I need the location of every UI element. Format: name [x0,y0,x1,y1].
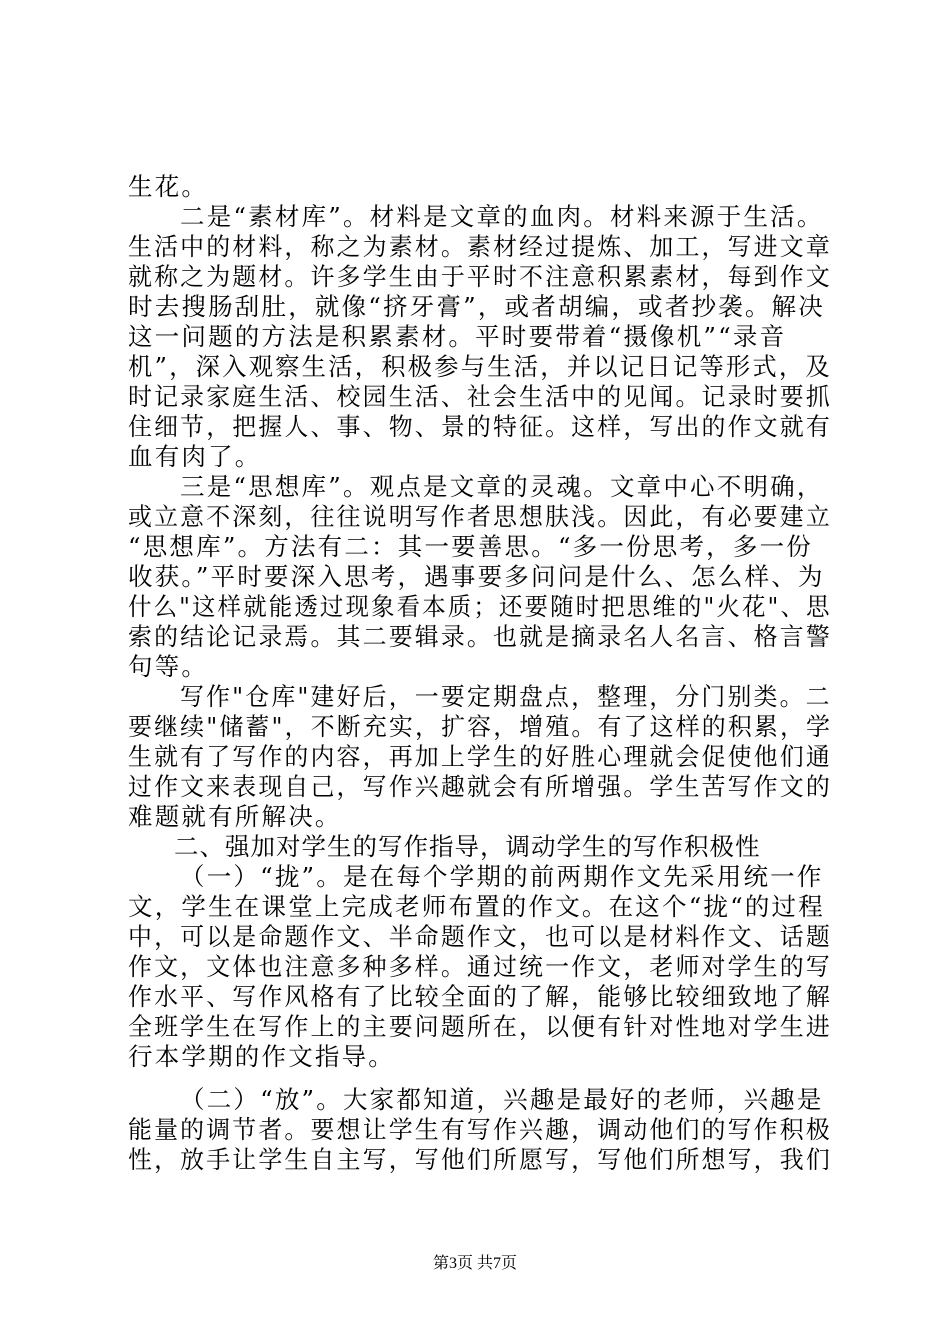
text-line: 这一问题的方法是积累素材。平时要带着“摄像机”“录音 [128,322,787,351]
paragraph-start-line: 三是“思想库”。观点是文章的灵魂。文章中心不明确， [180,472,824,501]
text-line: 时记录家庭生活、校园生活、社会生活中的见闻。记录时要抓 [128,382,832,411]
section-heading: 二、强加对学生的写作指导，调动学生的写作积极性 [174,832,761,861]
paragraph-start-line: （二）“放”。大家都知道，兴趣是最好的老师，兴趣是 [180,1085,824,1114]
text-line: 或立意不深刻，往往说明写作者思想肤浅。因此，有必要建立 [128,502,832,531]
text-line: 中，可以是命题作文、半命题作文，也可以是材料作文、话题 [128,922,832,951]
text-line: 生活中的材料，称之为素材。素材经过提炼、加工，写进文章 [128,232,832,261]
text-line: 生花。 [128,172,209,201]
text-line: 生就有了写作的内容，再加上学生的好胜心理就会促使他们通 [128,742,832,771]
text-line: 索的结论记录焉。其二要辑录。也就是摘录名人名言、格言警 [128,622,832,651]
text-line: 全班学生在写作上的主要问题所在，以便有针对性地对学生进 [128,1012,832,1041]
text-line: 句等。 [128,652,209,681]
text-line: 性，放手让学生自主写，写他们所愿写，写他们所想写，我们 [128,1145,832,1174]
text-line: “思想库”。方法有二：其一要善思。“多一份思考，多一份 [128,532,813,561]
text-line: 就称之为题材。许多学生由于平时不注意积累素材，每到作文 [128,262,832,291]
text-line: 要继续"储蓄"，不断充实，扩容，增殖。有了这样的积累，学 [128,712,833,741]
text-line: 血有肉了。 [128,442,262,471]
text-line: 过作文来表现自己，写作兴趣就会有所增强。学生苦写作文的 [128,772,832,801]
text-line: 能量的调节者。要想让学生有写作兴趣，调动他们的写作积极 [128,1115,832,1144]
text-line: 难题就有所解决。 [128,802,342,831]
text-line: 文，学生在课堂上完成老师布置的作文。在这个“拢“的过程 [128,892,825,921]
text-line: 收获。”平时要深入思考，遇事要多问问是什么、怎么样、为 [128,562,825,591]
text-line: 作文，文体也注意多种多样。通过统一作文，老师对学生的写 [128,952,832,981]
text-line: 住细节，把握人、事、物、景的特征。这样，写出的作文就有 [128,412,832,441]
text-line: 作水平、写作风格有了比较全面的了解，能够比较细致地了解 [128,982,832,1011]
text-line: 行本学期的作文指导。 [128,1042,395,1071]
paragraph-start-line: （一）“拢”。是在每个学期的前两期作文先采用统一作 [180,862,824,891]
paragraph-start-line: 二是“素材库”。材料是文章的血肉。材料来源于生活。 [180,202,824,231]
text-line: 时去搜肠刮肚，就像“挤牙膏”，或者胡编，或者抄袭。解决 [128,292,825,321]
paragraph-start-line: 写作"仓库"建好后，一要定期盘点，整理，分门别类。二 [180,682,832,711]
text-line: 机”，深入观察生活，积极参与生活，并以记日记等形式，及 [128,352,832,381]
text-line: 什么"这样就能透过现象看本质；还要随时把思维的"火花"、思 [128,592,832,621]
page-number-footer: 第3页 共7页 [432,1255,517,1272]
